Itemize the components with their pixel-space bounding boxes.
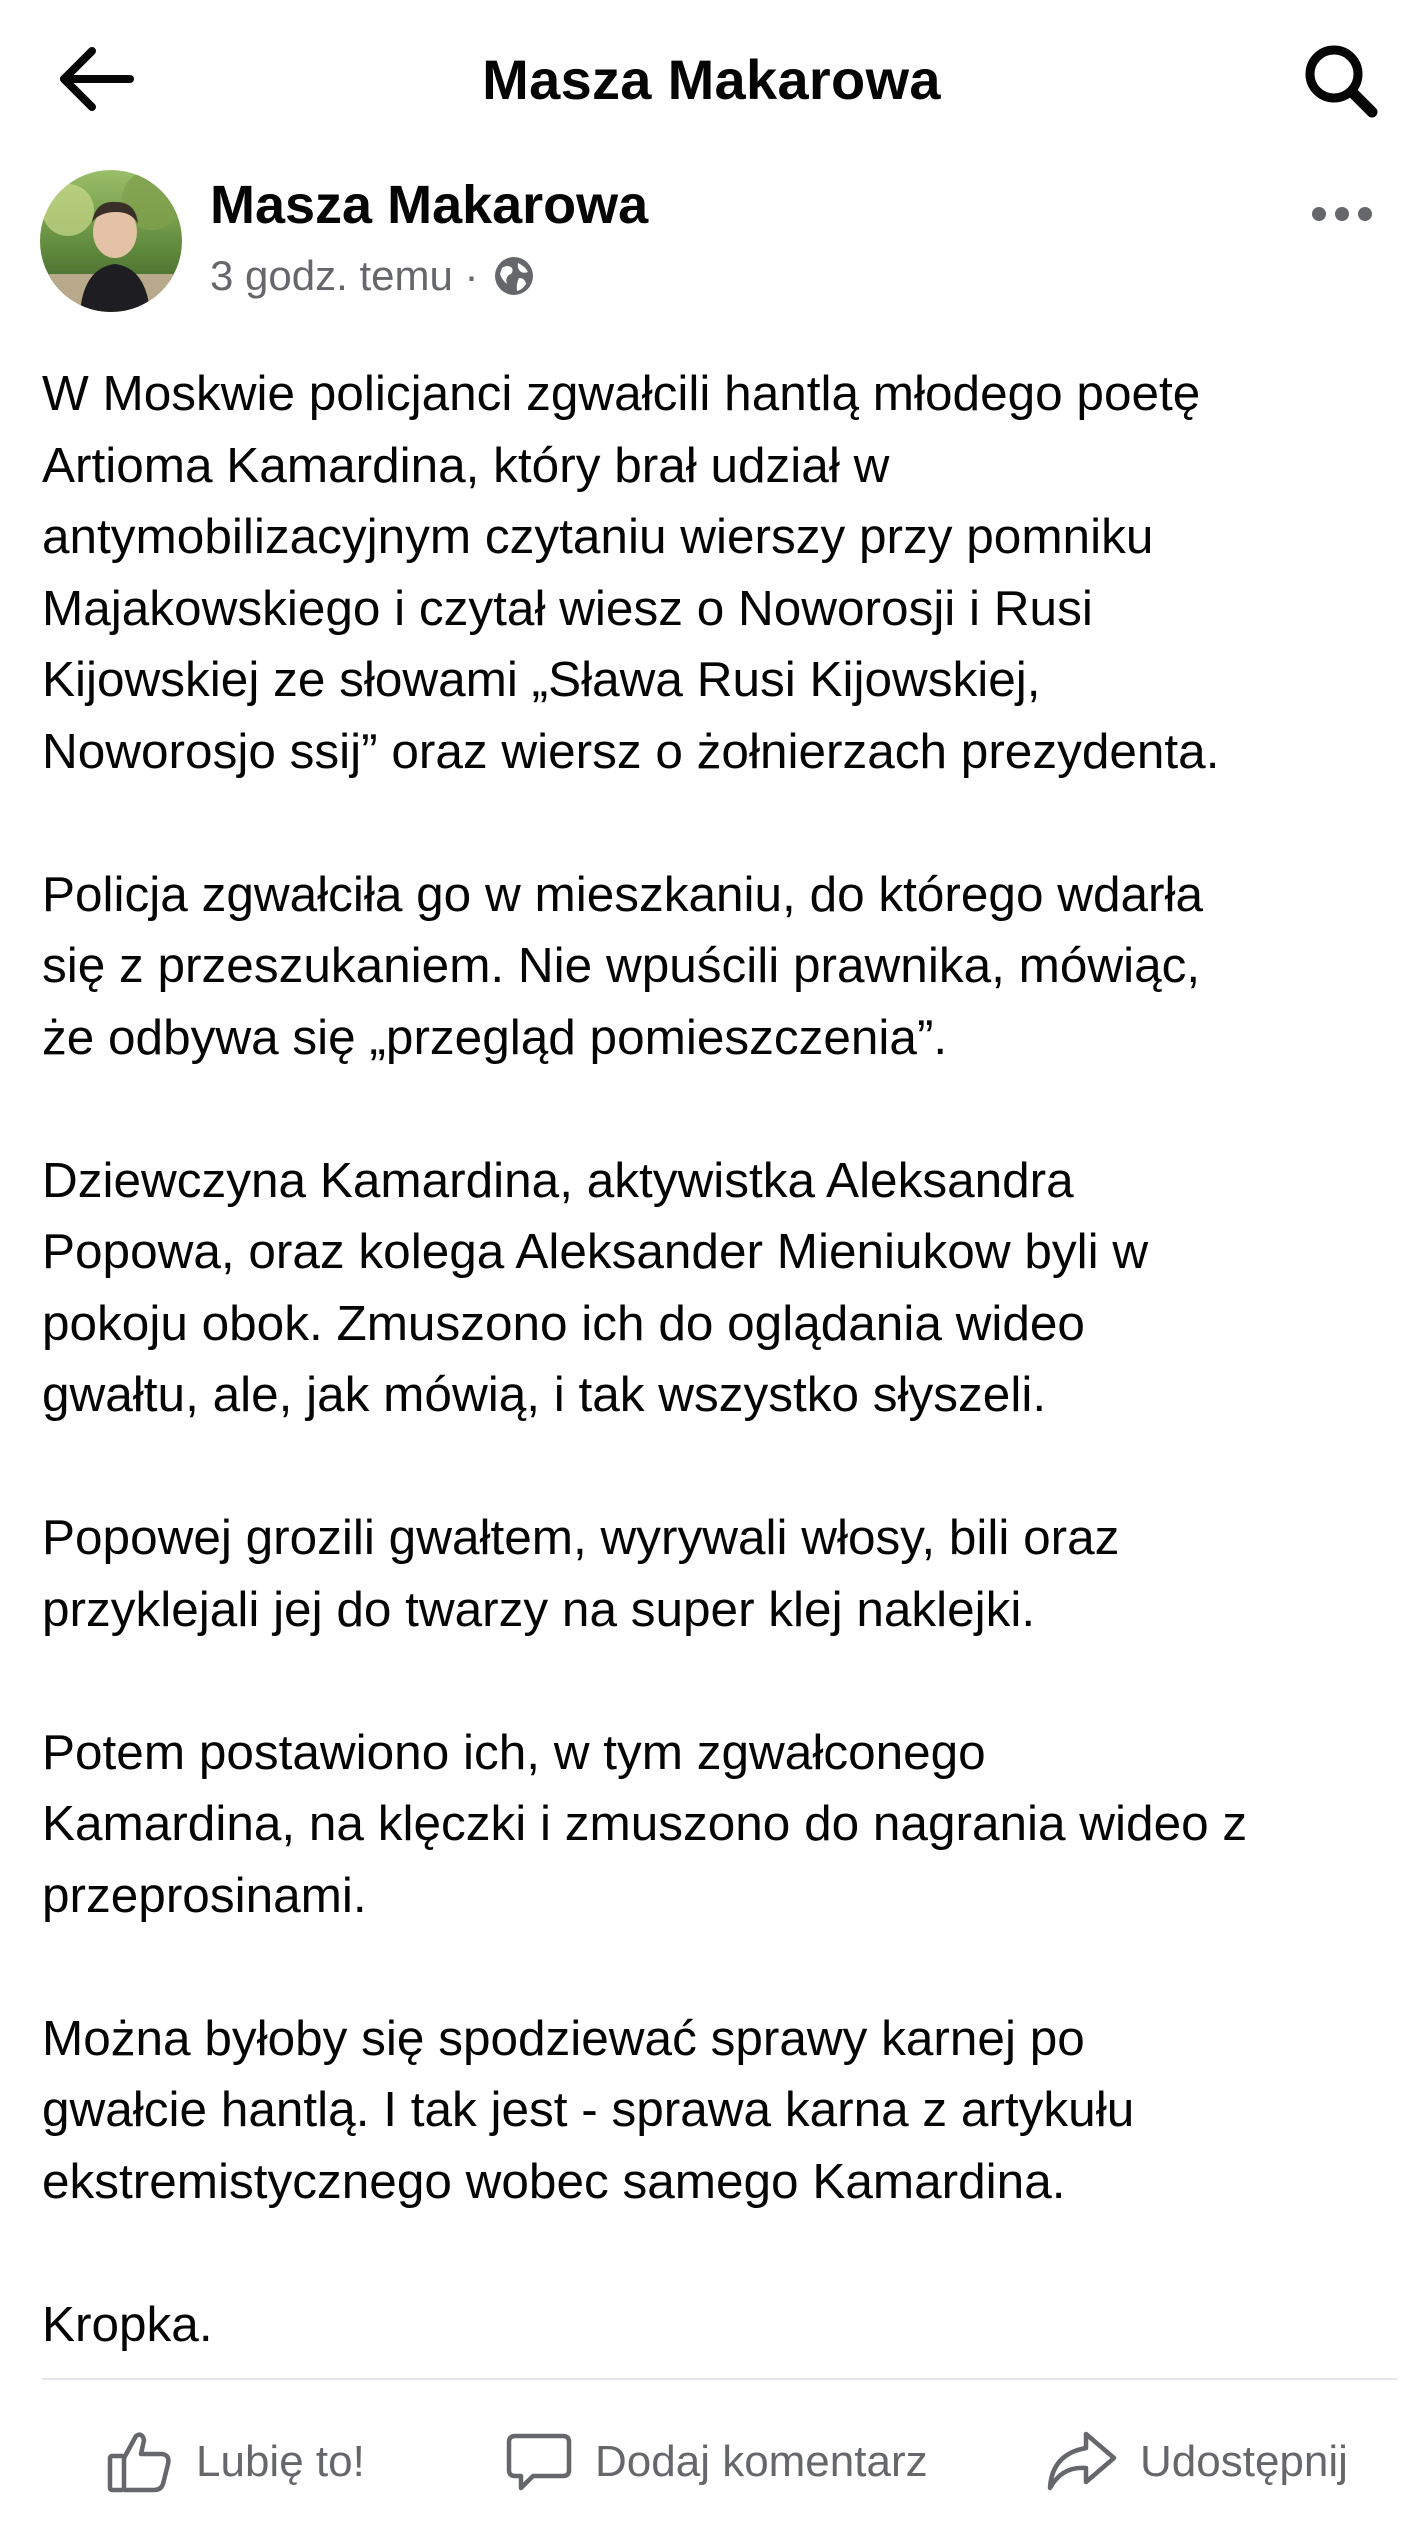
share-label: Udostępnij <box>1140 2437 1348 2486</box>
post-paragraph: Dziewczyna Kamardina, aktywistka Aleksandra Popowa, oraz kolega Aleksander Mieniukow byli w pokoju obok. Zmuszono ich do oglądania wideo gwałtu, ale, jak mówią, i tak wszystko słyszeli. <box>42 1152 1149 1422</box>
divider <box>42 2378 1397 2380</box>
post-actions-bar <box>0 2382 1423 2530</box>
avatar[interactable] <box>40 170 182 312</box>
search-icon <box>1296 36 1386 126</box>
like-button[interactable] <box>104 2422 365 2502</box>
post-paragraph: W Moskwie policjanci zgwałcili hantlą młodego poetę Artioma Kamardina, który brał udział w antymobilizacyjnym czytaniu wierszy przy pomniku Majakowskiego i czytał wiesz o Noworosji i Rusi Kijowskiej ze słowami „Sława Rusi Kijowskiej, Noworosjo ssij” oraz wiersz o żołnierzach prezydenta. <box>42 366 1220 779</box>
post-paragraph: Popowej grozili gwałtem, wyrywali włosy, bili oraz przyklejali jej do twarzy na super klej naklejki. <box>42 1510 1120 1637</box>
more-horizontal-icon <box>1305 178 1385 238</box>
post-header <box>0 160 1423 330</box>
more-options-button[interactable] <box>1305 178 1385 238</box>
comment-button[interactable] <box>503 2422 928 2502</box>
page-title: Masza Makarowa <box>482 48 941 111</box>
post-timestamp[interactable]: 3 godz. temu · <box>210 252 479 299</box>
thumbs-up-icon <box>104 2426 176 2498</box>
comment-label: Dodaj komentarz <box>595 2437 928 2486</box>
post-meta <box>210 246 536 306</box>
post-paragraph: Kropka. <box>42 2296 213 2352</box>
post-text <box>42 358 1412 2360</box>
comment-icon <box>503 2426 575 2498</box>
post-paragraph: Potem postawiono ich, w tym zgwałconego Kamardina, na klęczki i zmuszono do nagrania wideo z przeprosinami. <box>42 1724 1248 1923</box>
top-bar <box>0 0 1423 160</box>
post-paragraph: Można byłoby się spodziewać sprawy karnej po gwałcie hantlą. I tak jest - sprawa karna z artykułu ekstremistycznego wobec samego Kamardina. <box>42 2010 1135 2209</box>
share-icon <box>1044 2426 1120 2498</box>
like-label: Lubię to! <box>196 2437 365 2486</box>
post-author-name[interactable]: Masza Makarowa <box>210 175 649 235</box>
post-paragraph: Policja zgwałciła go w mieszkaniu, do którego wdarła się z przeszukaniem. Nie wpuścili prawnika, mówiąc, że odbywa się „przegląd pomieszczenia”. <box>42 866 1204 1065</box>
search-button[interactable] <box>1296 36 1386 126</box>
globe-icon <box>492 254 536 298</box>
share-button[interactable] <box>1044 2422 1348 2502</box>
